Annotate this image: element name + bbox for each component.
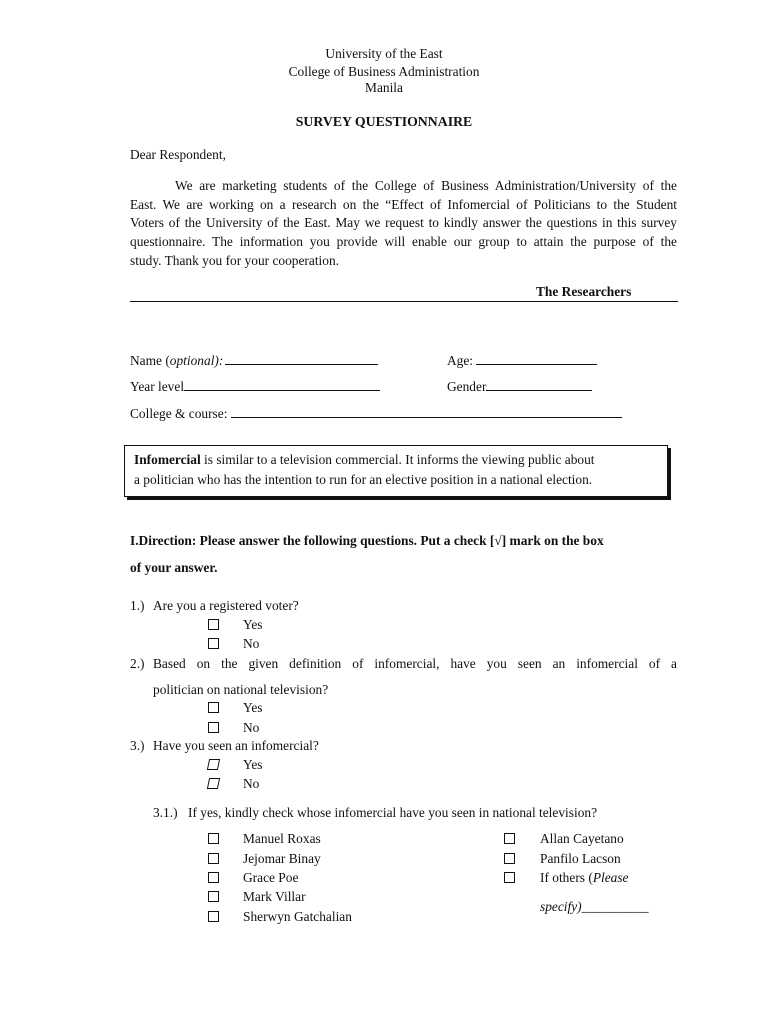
q1-yes-label: Yes [243,617,263,632]
gender-label: Gender [447,379,487,394]
college-name: College of Business Administration [288,64,480,79]
others-label [540,870,629,886]
definition-line-2: a politician who has the intention to run for an elective position in a national election. [134,472,593,487]
q2-yes-label: Yes [243,700,263,715]
definition-line-1 [134,452,595,468]
college-course-label: College & course: [130,406,231,421]
question-3-text: Have you seen an infomercial? [153,738,319,753]
direction-line-1: I.Direction: Please answer the following questions. Put a check [√] mark on the box [130,533,604,548]
candidate-checkbox[interactable] [208,872,219,883]
letter-line: Voters of the University of the East. May we request to kindly answer the questions in this survey [130,215,677,230]
question-1-number: 1.) [130,598,145,613]
direction-line-2: of your answer. [130,560,218,575]
name-label: Name ( [130,353,170,368]
q3-no-label: No [243,776,260,791]
year-level-blank[interactable] [184,378,380,391]
candidate-label: Mark Villar [243,889,306,904]
candidate-checkbox[interactable] [208,853,219,864]
q3-yes-checkbox[interactable] [207,759,220,770]
question-2-number: 2.) [130,656,145,671]
city-name: Manila [365,80,403,95]
q1-no-label: No [243,636,260,651]
name-field[interactable] [130,352,378,369]
question-1-text: Are you a registered voter? [153,598,299,613]
question-3-number: 3.) [130,738,145,753]
age-field[interactable] [447,352,597,369]
letter-line: study. Thank you for your cooperation. [130,253,339,268]
definition-term: Infomercial [134,452,201,467]
year-level-field[interactable] [130,378,380,395]
age-blank[interactable] [476,352,597,365]
candidate-label: Manuel Roxas [243,831,321,846]
others-checkbox[interactable] [504,872,515,883]
q3-yes-label: Yes [243,757,263,772]
age-label: Age: [447,353,477,368]
question-3-1-number: 3.1.) [153,805,178,820]
q1-no-checkbox[interactable] [208,638,219,649]
document-title: SURVEY QUESTIONNAIRE [295,114,473,129]
definition-text: is similar to a television commercial. It informs the viewing public about [200,452,595,467]
year-level-label: Year level [130,379,185,394]
name-blank[interactable] [225,352,378,365]
others-specify: specify) [540,899,582,914]
q1-yes-checkbox[interactable] [208,619,219,630]
candidate-label: Sherwyn Gatchalian [243,909,352,924]
university-name: University of the East [325,46,443,61]
question-3-1-text: If yes, kindly check whose infomercial have you seen in national television? [188,805,598,820]
candidate-label: Panfilo Lacson [540,851,621,866]
gender-field[interactable] [447,378,592,395]
divider-line [130,301,678,302]
college-course-blank[interactable] [231,405,622,418]
candidate-label: Allan Cayetano [540,831,624,846]
name-optional-label: optional): [169,353,224,368]
candidate-checkbox[interactable] [208,833,219,844]
q3-no-checkbox[interactable] [207,778,220,789]
q2-no-checkbox[interactable] [208,722,219,733]
others-please: Please [592,870,629,885]
candidate-label: Jejomar Binay [243,851,321,866]
others-label-text: If others ( [540,870,593,885]
gender-blank[interactable] [486,378,592,391]
letter-line: questionnaire. The information you provide will enable our group to attain the purpose of the [130,234,677,249]
q2-yes-checkbox[interactable] [208,702,219,713]
others-specify-line[interactable] [540,899,649,915]
candidate-checkbox[interactable] [504,853,515,864]
candidate-label: Grace Poe [243,870,299,885]
candidate-checkbox[interactable] [504,833,515,844]
candidate-checkbox[interactable] [208,911,219,922]
others-blank[interactable]: __________ [581,899,649,914]
salutation: Dear Respondent, [130,147,226,162]
college-course-field[interactable] [130,405,622,422]
q2-no-label: No [243,720,260,735]
question-2-line-1: Based on the given definition of infomercial, have you seen an infomercial of a [153,656,677,671]
letter-line: We are marketing students of the College of Business Administration/University of the [175,178,677,193]
letter-line: East. We are working on a research on the “Effect of Infomercial of Politicians to the Student [130,197,677,212]
question-2-line-2: politician on national television? [153,682,329,697]
signature: The Researchers [536,284,632,299]
candidate-checkbox[interactable] [208,891,219,902]
